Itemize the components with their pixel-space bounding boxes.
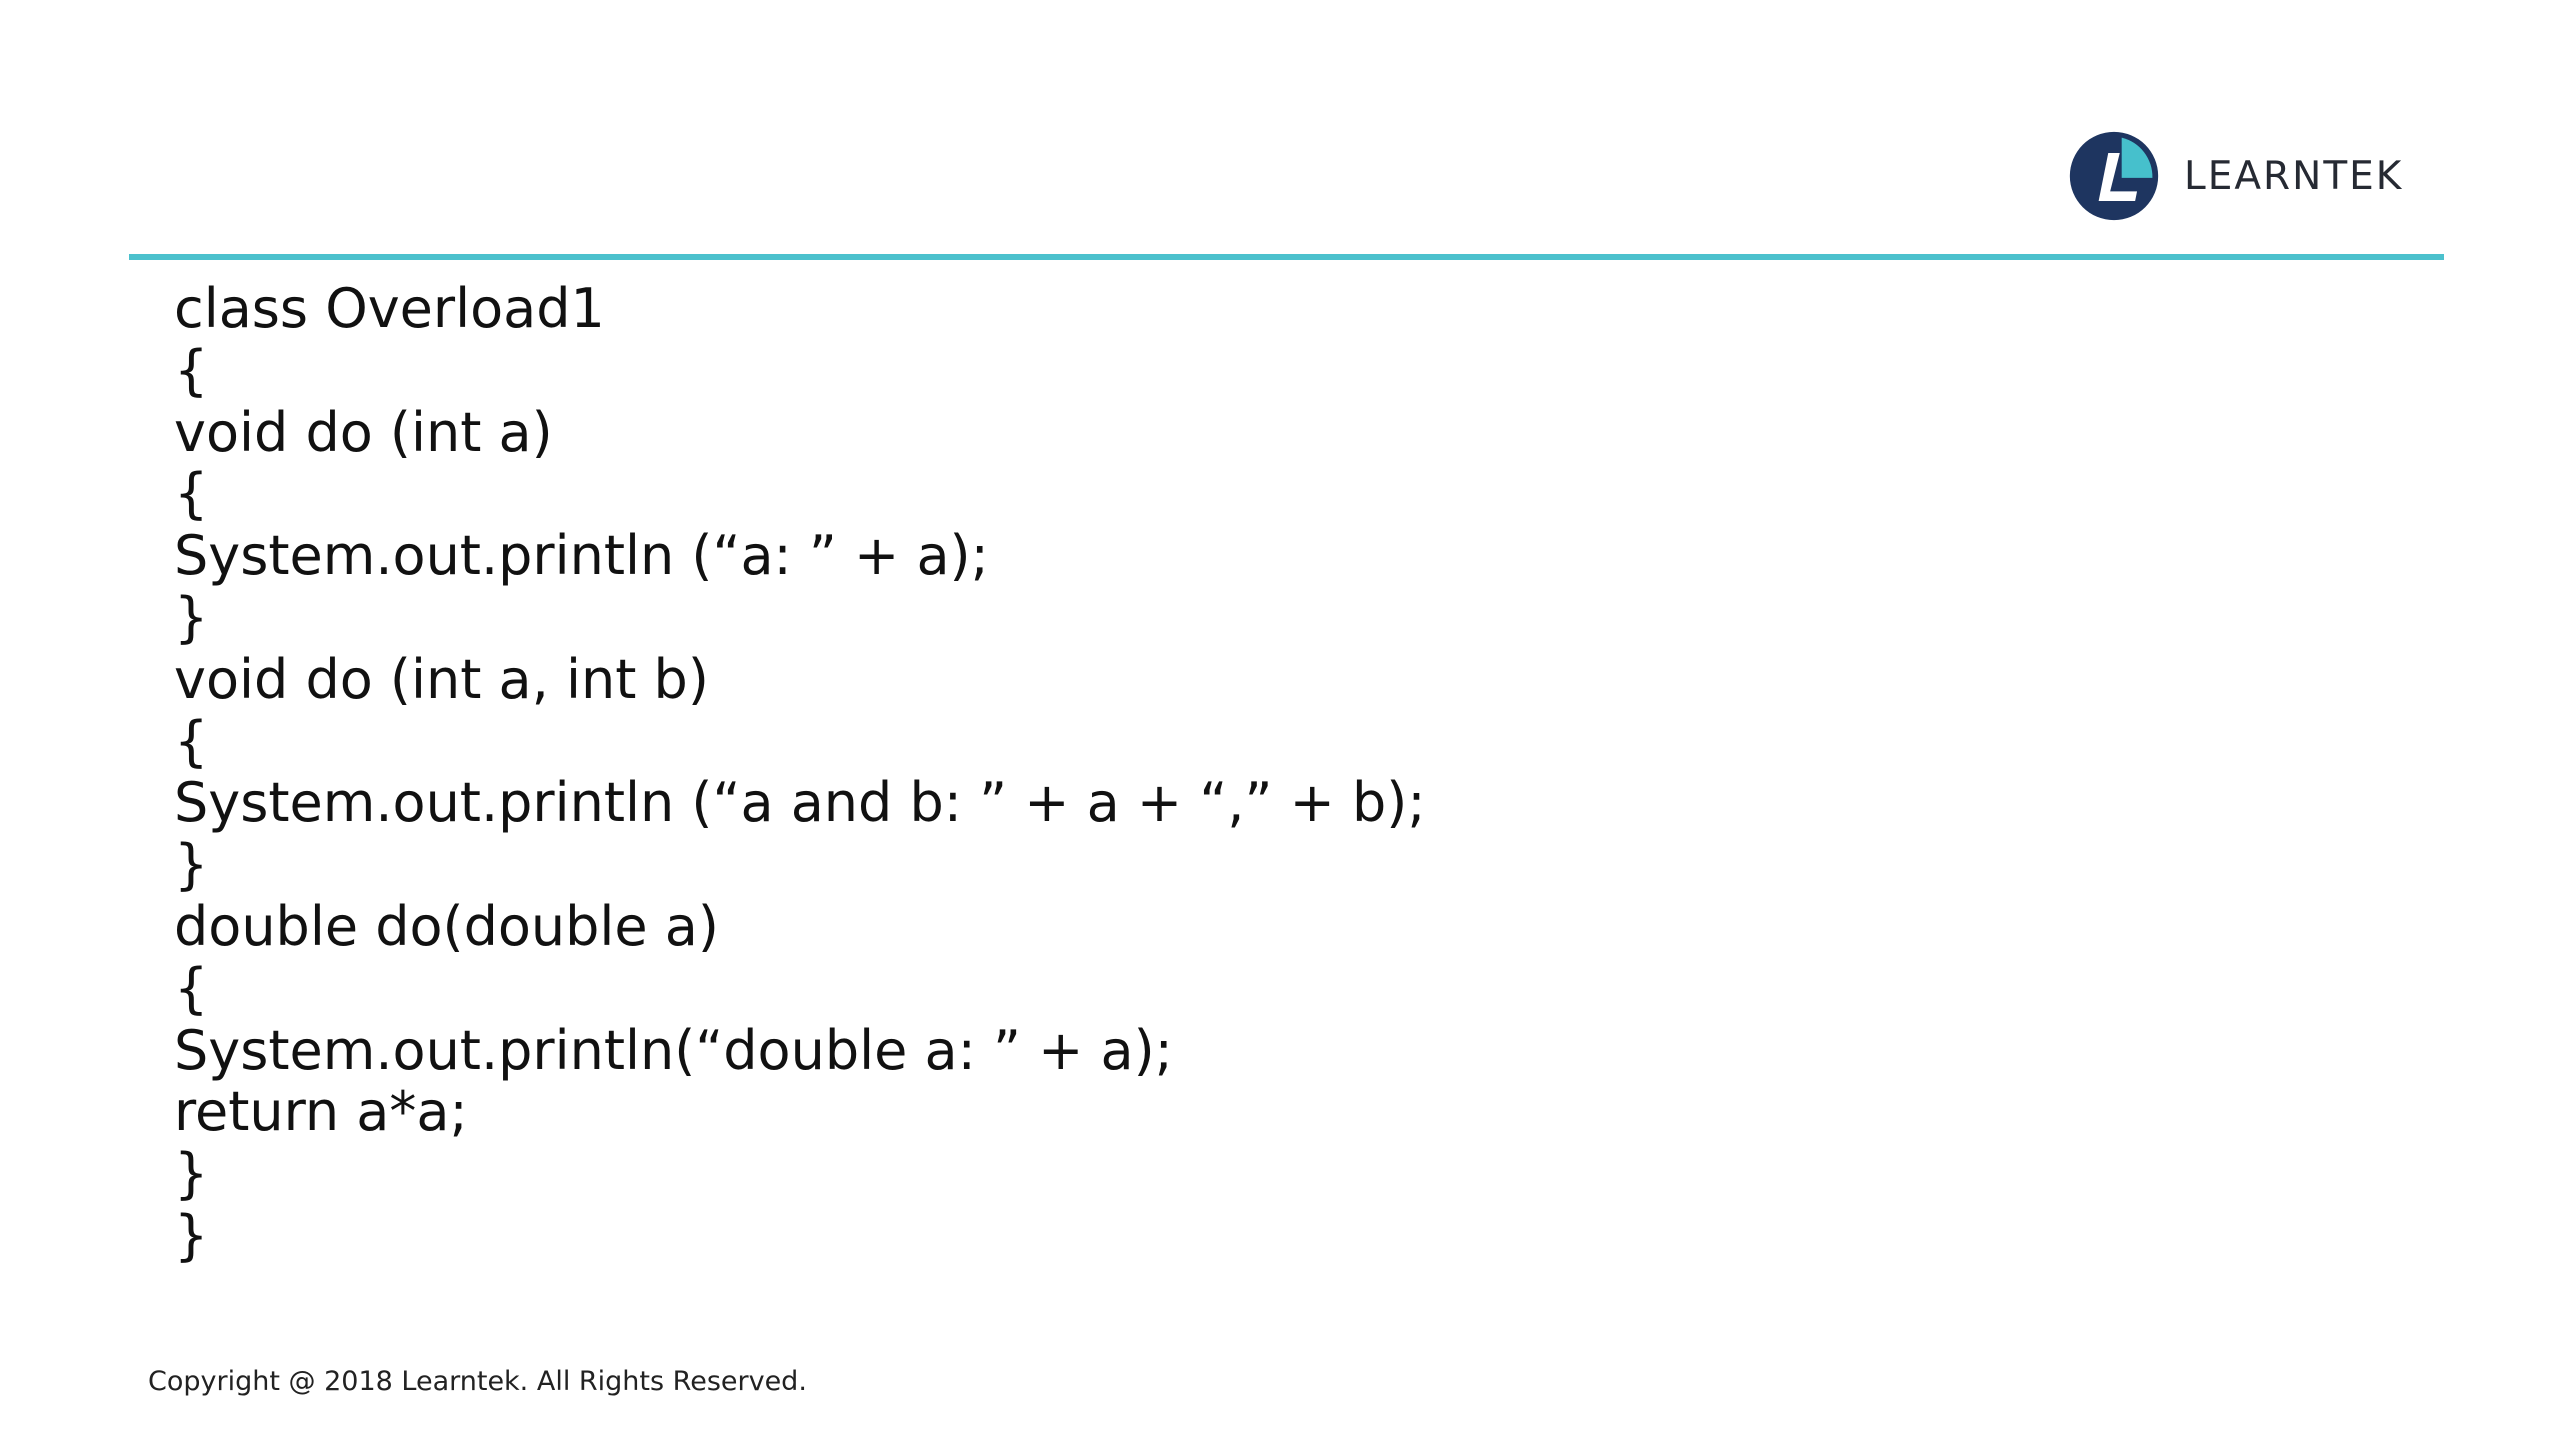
code-line: {	[174, 956, 209, 1020]
code-line: void do (int a, int b)	[174, 647, 709, 711]
header-divider	[129, 254, 2444, 260]
code-line: {	[174, 338, 209, 402]
code-line: }	[174, 833, 209, 897]
code-block	[174, 278, 1426, 1267]
code-line: class Overload1	[174, 277, 605, 340]
code-line: {	[174, 709, 209, 773]
code-line: }	[174, 1203, 209, 1267]
brand-name: LEARNTEK	[2184, 153, 2404, 199]
code-line: }	[174, 1142, 209, 1206]
code-line: System.out.println(“double a: ” + a);	[174, 1018, 1173, 1082]
code-line: System.out.println (“a: ” + a);	[174, 524, 989, 588]
learntek-logo-icon	[2066, 128, 2162, 224]
code-line: double do(double a)	[174, 894, 719, 958]
code-line: return a*a;	[174, 1080, 468, 1144]
copyright-notice: Copyright @ 2018 Learntek. All Rights Reserved.	[148, 1366, 807, 1397]
code-line: void do (int a)	[174, 400, 553, 464]
code-line: {	[174, 462, 209, 526]
brand-logo	[2066, 128, 2403, 224]
code-line: }	[174, 585, 209, 649]
code-line: System.out.println (“a and b: ” + a + “,” + b);	[174, 771, 1426, 835]
